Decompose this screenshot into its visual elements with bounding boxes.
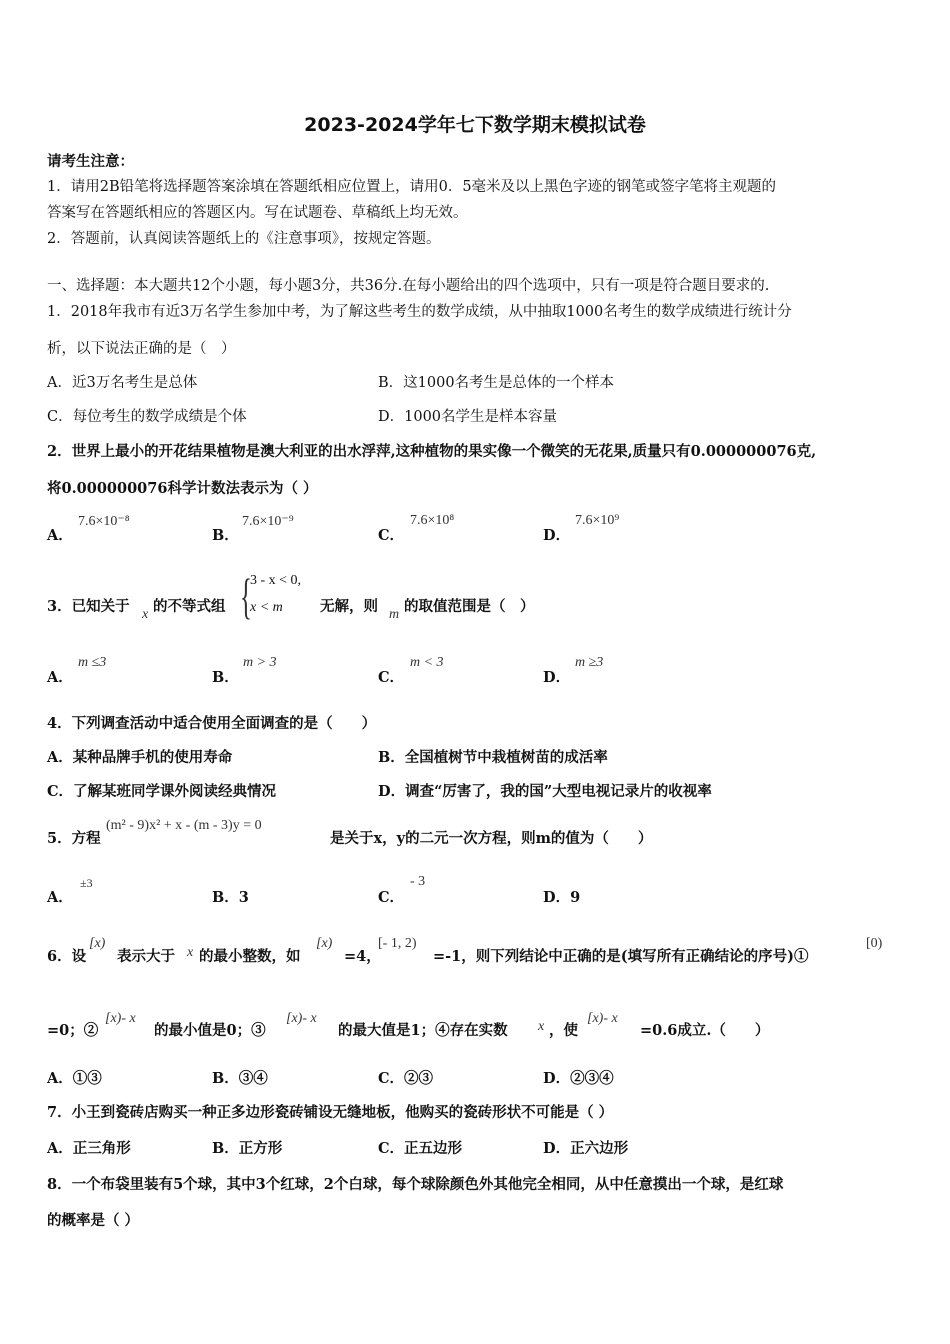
q4-option-c: C．了解某班同学课外阅读经典情况 xyxy=(47,783,277,800)
q4-option-a: A．某种品牌手机的使用寿命 xyxy=(47,749,233,766)
q4-option-d: D．调查“厉害了，我的国”大型电视记录片的收视率 xyxy=(378,783,712,800)
page-title: 2023-2024学年七下数学期末模拟试卷 xyxy=(304,114,646,136)
q1-option-a: A．近3万名考生是总体 xyxy=(47,375,198,391)
q1-option-d: D．1000名学生是样本容量 xyxy=(378,409,558,425)
q6-math-diff-1: [x)- x xyxy=(105,1011,136,1026)
q3-option-d-math: m ≥3 xyxy=(575,655,604,670)
left-brace-icon: { xyxy=(240,568,252,624)
q5-equation: (m² - 9)x² + x - (m - 3)y = 0 xyxy=(106,818,262,833)
q6-option-b: B．③④ xyxy=(212,1070,268,1087)
q4-option-b: B．全国植树节中栽植树苗的成活率 xyxy=(378,749,608,766)
q1-stem-a: 1．2018年我市有近3万名学生参加中考，为了解这些考生的数学成绩，从中抽取1000名考生的数学成绩进行统计分 xyxy=(47,304,792,320)
q7-option-a: A．正三角形 xyxy=(47,1140,131,1157)
q7-stem: 7．小王到瓷砖店购买一种正多边形瓷砖铺设无缝地板，他购买的瓷砖形状不可能是（ ） xyxy=(47,1104,614,1121)
q2-stem-a: 2．世界上最小的开花结果植物是澳大利亚的出水浮萍,这种植物的果实像一个微笑的无花果,质量只有0.000000076克, xyxy=(47,443,817,460)
q6-stem-a2: 表示大于 xyxy=(117,948,175,965)
q3-option-c-math: m < 3 xyxy=(410,655,444,670)
q5-stem-a: 5．方程 xyxy=(47,830,101,847)
q3-option-a-math: m ≤3 xyxy=(78,655,107,670)
q1-stem-b: 析，以下说法正确的是（ ） xyxy=(47,341,236,357)
section-heading: 一、选择题：本大题共12个小题，每小题3分，共36分.在每小题给出的四个选项中，只有一项是符合题目要求的. xyxy=(47,278,770,294)
q6-math-x4: x xyxy=(538,1019,545,1034)
q1-option-b: B．这1000名考生是总体的一个样本 xyxy=(378,375,615,391)
q3-var-x: x xyxy=(142,607,149,622)
q7-option-c: C．正五边形 xyxy=(378,1140,463,1157)
q6-math-x: [x) xyxy=(89,936,106,951)
q6-stem-b2: 的最小值是0；③ xyxy=(154,1022,266,1039)
q3-var-m: m xyxy=(389,607,400,622)
q2-stem-b: 将0.000000076科学计数法表示为（ ） xyxy=(47,480,318,497)
q2-option-b-math: 7.6×10⁻⁹ xyxy=(242,514,294,529)
q5-option-c-math: - 3 xyxy=(410,874,426,889)
q6-option-c: C．②③ xyxy=(378,1070,434,1087)
q6-math-diff-3: [x)- x xyxy=(587,1011,618,1026)
q6-option-a: A．①③ xyxy=(47,1070,102,1087)
q3-sys-row2: x < m xyxy=(250,600,283,615)
notice-line-1b: 答案写在答题纸相应的答题区内。写在试题卷、草稿纸上均无效。 xyxy=(47,205,468,221)
q3-option-b-math: m > 3 xyxy=(243,655,277,670)
notice-line-1a: 1．请用2B铅笔将选择题答案涂填在答题纸相应位置上，请用0．5毫米及以上黑色字迹的钢笔或签字笔将主观题的 xyxy=(47,179,777,195)
q6-math-diff-2: [x)- x xyxy=(286,1011,317,1026)
q6-math-x2: x xyxy=(187,945,194,960)
q2-option-a: A． xyxy=(47,527,73,544)
q7-option-b: B．正方形 xyxy=(212,1140,283,1157)
q6-stem-b3: 的最大值是1；④存在实数 xyxy=(338,1022,508,1039)
q6-stem-b1: =0；② xyxy=(47,1022,99,1039)
q6-stem-a4: =4， xyxy=(344,948,381,965)
q5-option-a: A． xyxy=(47,889,73,906)
q3-inequality-system xyxy=(240,570,330,626)
q3-option-b: B． xyxy=(212,669,239,686)
q3-stem-a: 3．已知关于 xyxy=(47,598,130,615)
q8-stem-a: 8．一个布袋里装有5个球，其中3个红球，2个白球，每个球除颜色外其他完全相同，从中任意摸出一个球，是红球 xyxy=(47,1176,784,1193)
q8-stem-b: 的概率是（ ） xyxy=(47,1212,140,1229)
q7-option-d: D．正六边形 xyxy=(543,1140,629,1157)
q5-option-d: D．9 xyxy=(543,889,581,906)
q2-option-c-math: 7.6×10⁸ xyxy=(410,513,455,528)
q2-option-b: B． xyxy=(212,527,239,544)
notice-line-2: 2．答题前，认真阅读答题纸上的《注意事项》，按规定答题。 xyxy=(47,231,441,247)
q1-option-c: C．每位考生的数学成绩是个体 xyxy=(47,409,247,425)
q5-stem-b: 是关于x，y的二元一次方程，则m的值为（ ） xyxy=(330,830,653,847)
q6-stem-b4: ，使 xyxy=(549,1022,578,1039)
q6-stem-a3: 的最小整数，如 xyxy=(199,948,301,965)
q6-stem-a1: 6．设 xyxy=(47,948,87,965)
q6-math-example: [- 1, 2) xyxy=(378,936,417,951)
notice-heading: 请考生注意： xyxy=(47,153,134,170)
q2-option-a-math: 7.6×10⁻⁸ xyxy=(78,514,130,529)
q3-stem-d: 的取值范围是（ ） xyxy=(404,598,535,615)
q3-option-a: A． xyxy=(47,669,73,686)
q3-option-c: C． xyxy=(378,669,405,686)
q2-option-d: D． xyxy=(543,527,571,544)
q6-stem-a5: =-1，则下列结论中正确的是(填写所有正确结论的序号)① xyxy=(433,948,809,965)
q6-option-d: D．②③④ xyxy=(543,1070,614,1087)
q5-option-b: B．3 xyxy=(212,889,249,906)
q5-option-a-math: ±3 xyxy=(80,876,93,890)
q2-option-d-math: 7.6×10⁹ xyxy=(575,513,620,528)
q6-math-zero: [0) xyxy=(866,936,883,951)
q6-stem-b5: =0.6成立.（ ） xyxy=(640,1022,770,1039)
q5-option-c: C． xyxy=(378,889,405,906)
q2-option-c: C． xyxy=(378,527,405,544)
q3-option-d: D． xyxy=(543,669,571,686)
q3-stem-c: 无解，则 xyxy=(320,598,378,615)
q3-sys-row1: 3 - x < 0, xyxy=(250,573,302,588)
q4-stem: 4．下列调查活动中适合使用全面调查的是（ ） xyxy=(47,715,377,732)
q3-stem-b: 的不等式组 xyxy=(153,598,226,615)
q6-math-x3: [x) xyxy=(316,936,333,951)
